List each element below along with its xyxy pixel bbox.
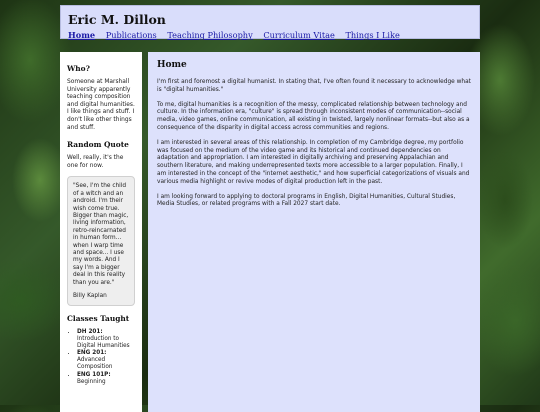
classes-list xyxy=(67,329,135,385)
class-code: ENG 201: xyxy=(77,350,107,357)
site-header xyxy=(60,5,480,39)
main-content xyxy=(148,52,480,412)
intro-paragraph: I'm first and foremost a digital humanist. In stating that, I've often found it necessary to acknowledge what is "digital humanities." xyxy=(157,79,471,93)
interests-paragraph: I am interested in several areas of this relationship. In completion of my Cambridge degree, my portfolio was focused on the medium of the video game and its historical and continued dependencies on adaptation and appropriation. I am interested in digitally archiving and preserving Appalachian and southern literature, and making underrepresented texts more accessible to a larger population. Finally, I am interested in the concept of the "internet aesthetic," and how superficial categorizations of visuals and various media highlight or revive modes of digital production left in the past. xyxy=(157,139,470,185)
sidebar xyxy=(60,52,142,412)
classes-heading: Classes Taught xyxy=(67,314,130,324)
class-name: Introduction to Digital Humanities xyxy=(77,335,130,349)
main-nav xyxy=(68,30,479,40)
class-name: Beginning xyxy=(77,378,106,385)
class-code: ENG 101P: xyxy=(77,371,111,378)
goals-paragraph: I am looking forward to applying to doctoral programs in English, Digital Humanities, Cultural Studies, Media Studies, or related programs with a Fall 2027 start date. xyxy=(157,193,456,208)
quote-text: "See, I'm the child of a witch and an android. I'm their wish come true. Bigger than magic, living information, retro-reincarnated in human form... when I warp time and space... I use my words. And I say I'm a bigger deal in this reality than you are." xyxy=(73,183,129,286)
quote-author: Billy Kaplan xyxy=(73,293,107,300)
class-name: Advanced Composition xyxy=(77,357,113,371)
who-text: Someone at Marshall University apparently teaching composition and digital humanities. I like things and stuff. I don't like other things and stuff. xyxy=(67,79,135,131)
quote-box xyxy=(67,176,135,306)
quote-heading: Random Quote xyxy=(67,140,129,150)
page-title: Home xyxy=(157,60,187,70)
definition-paragraph: To me, digital humanities is a recognition of the messy, complicated relationship between technology and culture. In the information era, "culture" is spread through inconsistent modes of communication--social media, video games, online communication, all existing in twisted, largely nonlinear formats--but also as a consequence of the disparity in digital access across communities and regions. xyxy=(157,101,470,131)
nav-things-i-like[interactable]: Things I Like xyxy=(345,30,400,40)
list-item xyxy=(77,350,135,370)
class-code: DH 201: xyxy=(77,329,103,336)
list-item xyxy=(77,329,135,349)
site-title: Eric M. Dillon xyxy=(68,12,166,27)
nav-home[interactable]: Home xyxy=(68,30,96,40)
quote-intro: Well, really, it's the one for now. xyxy=(67,155,124,169)
nav-curriculum-vitae[interactable]: Curriculum Vitae xyxy=(263,30,335,40)
list-item xyxy=(77,372,135,386)
nav-teaching-philosophy[interactable]: Teaching Philosophy xyxy=(167,30,253,40)
nav-publications[interactable]: Publications xyxy=(105,30,157,40)
who-heading: Who? xyxy=(67,64,90,73)
